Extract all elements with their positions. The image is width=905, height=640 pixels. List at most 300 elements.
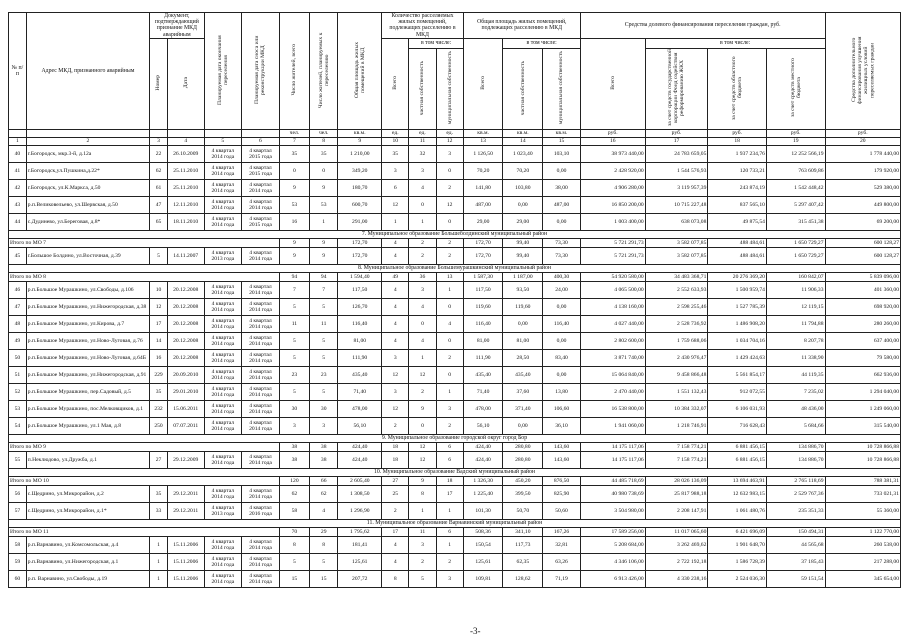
table-cell: 4 квартал 2015 года (242, 163, 280, 180)
table-cell: 229 (150, 367, 168, 384)
table-cell: 20.12.2008 (167, 299, 204, 316)
table-cell: 7 235,02 (766, 384, 825, 401)
table-cell: 4 квартал 2014 года (204, 282, 242, 299)
table-cell: 12 (436, 197, 463, 214)
section-row (9, 435, 901, 443)
section-title: 9. Муниципальное образование городской округ город Бор (9, 435, 901, 443)
unit-cell: кв.м. (338, 130, 382, 138)
table-cell: 59 (9, 554, 27, 571)
subtotal-cell: 14 175 117,06 (580, 443, 645, 452)
table-cell: 4 квартал 2014 года (204, 197, 242, 214)
table-cell: 9 (310, 248, 338, 265)
table-cell: 41 (9, 163, 27, 180)
table-cell: 2 529 767,36 (766, 486, 825, 503)
table-cell: 56 (9, 486, 27, 503)
table-cell: 8 207,78 (766, 333, 825, 350)
table-cell: 11 906,33 (766, 282, 825, 299)
table-cell: 2 (436, 350, 463, 367)
address-cell: р.п.Большое Мурашкино, ул.Ново-Луговая, д.76 (26, 333, 149, 350)
table-row (9, 486, 901, 503)
table-cell: 8 (382, 571, 409, 588)
unit-cell: ед. (436, 130, 463, 138)
address-cell: р.п. Варнавино, ул.Свободы, д.19 (26, 571, 149, 588)
table-cell: 912 072,55 (708, 384, 767, 401)
table-cell: 12 (382, 401, 409, 418)
subtotal-cell: 54 920 580,00 (580, 273, 645, 282)
table-cell: 15.11.2006 (167, 537, 204, 554)
table-cell: 15 064 840,00 (580, 367, 645, 384)
table-cell: 7 (310, 282, 338, 299)
table-cell: 487,00 (463, 197, 503, 214)
table-cell: 2 470 440,00 (580, 384, 645, 401)
table-cell: 4 квартал 2014 года (204, 367, 242, 384)
header-fund-federal: за счет средств государственной корпорации Фонд содействия реформированию ЖКХ (645, 48, 708, 129)
table-cell: 371,40 (503, 401, 543, 418)
unit-cell: чел. (310, 130, 338, 138)
table-cell: 1 (310, 214, 338, 231)
table-cell: 10 715 227,48 (645, 197, 708, 214)
address-cell: р.п.Большое Мурашкино, пер.Садовый, д.5 (26, 384, 149, 401)
table-cell: 4 (436, 316, 463, 333)
subtotal-cell: 94 (279, 273, 309, 282)
table-cell: 4 квартал 2013 года (204, 503, 242, 520)
subtotal-cell: 6 881 456,15 (708, 443, 767, 452)
subtotal-cell: 876,50 (543, 477, 581, 486)
table-cell: 1 (409, 503, 436, 520)
table-cell: 25 817 988,18 (645, 486, 708, 503)
table-cell: 0 (436, 299, 463, 316)
table-cell: 1 296,90 (338, 503, 382, 520)
table-cell: 126,70 (338, 299, 382, 316)
table-cell: 15.11.2006 (167, 571, 204, 588)
table-cell: 65 (150, 214, 168, 231)
table-cell: 4 квартал 2014 года (204, 180, 242, 197)
subtotal-cell: 150 494,31 (766, 528, 825, 537)
header-area-municipal: муниципальная собственность (543, 48, 581, 129)
subtotal-cell: 70 (279, 528, 309, 537)
table-cell: 4 квартал 2014 года (204, 384, 242, 401)
table-cell: 6 913 426,00 (580, 571, 645, 588)
subtotal-cell: 9 (279, 239, 309, 248)
header-plan-end: Планируемая дата окончания переселения (204, 13, 242, 130)
table-cell: 4 квартал 2014 года (204, 163, 242, 180)
address-cell: с.Щедрино, ул.Микрорайон, д.1* (26, 503, 149, 520)
table-cell: 59 151,54 (766, 571, 825, 588)
table-cell: 4 065 500,00 (580, 282, 645, 299)
table-row (9, 214, 901, 231)
subtotal-cell: 424,40 (338, 443, 382, 452)
table-cell: 1 (150, 571, 168, 588)
table-cell: 109,81 (463, 571, 503, 588)
table-cell: 4 027 440,00 (580, 316, 645, 333)
subtotal-cell: 1 587,30 (463, 273, 503, 282)
unit-cell: ед. (409, 130, 436, 138)
table-cell: 5 (279, 554, 309, 571)
subtotal-cell: 5 839 096,00 (825, 273, 900, 282)
subtotal-cell: 172,70 (338, 239, 382, 248)
table-cell: 117,73 (503, 537, 543, 554)
table-cell: 4 квартал 2014 года (242, 350, 280, 367)
subtotal-cell: 788 381,31 (825, 477, 900, 486)
table-cell: 35 (150, 384, 168, 401)
table-cell: 103,10 (543, 146, 581, 163)
table-cell: 637 400,00 (825, 333, 900, 350)
header-address: Адрес МКД, признанного аварийным (26, 13, 149, 130)
table-row (9, 299, 901, 316)
subtotal-cell: 400,30 (543, 273, 581, 282)
table-cell: 0 (436, 163, 463, 180)
table-cell: 37,60 (503, 384, 543, 401)
subtotal-cell: 38 (279, 443, 309, 452)
table-cell: 0,00 (503, 197, 543, 214)
table-cell: 9 (409, 401, 436, 418)
table-cell: 4 квартал 2014 года (242, 452, 280, 469)
table-cell: 172,70 (338, 248, 382, 265)
subtotal-cell: 10 728 866,88 (825, 443, 900, 452)
table-cell: 55 360,00 (825, 503, 900, 520)
subtotal-cell: 600 128,27 (825, 239, 900, 248)
table-cell: 435,40 (503, 367, 543, 384)
table-cell: 4 906 280,00 (580, 180, 645, 197)
subtotal-cell: 9 (310, 239, 338, 248)
table-cell: 33 (150, 503, 168, 520)
table-cell: 435,40 (463, 367, 503, 384)
subtotal-cell: 73,30 (543, 239, 581, 248)
table-cell: 14 175 117,06 (580, 452, 645, 469)
table-cell: 4 квартал 2014 года (242, 571, 280, 588)
subtotal-cell: 1 122 770,00 (825, 528, 900, 537)
table-cell: 4 квартал 2014 года (204, 571, 242, 588)
table-cell: 120 733,21 (708, 163, 767, 180)
table-cell: 25.11.2010 (167, 180, 204, 197)
table-cell: 4 (382, 282, 409, 299)
table-cell: 23 (310, 367, 338, 384)
table-cell: 36,10 (543, 418, 581, 435)
table-cell: 0,00 (543, 367, 581, 384)
table-cell: 46 (9, 282, 27, 299)
table-cell: 5 721 291,73 (580, 248, 645, 265)
table-cell: 38 (310, 452, 338, 469)
header-residents: Число жителей, всего (279, 13, 309, 130)
column-number-cell: 10 (382, 138, 409, 146)
address-cell: п.Неклюдово, ул.Дружба, д.1 (26, 452, 149, 469)
table-cell: 698 920,00 (825, 299, 900, 316)
resettlement-table (8, 12, 901, 588)
table-cell: 401 360,00 (825, 282, 900, 299)
table-cell: 4 квартал 2014 года (204, 316, 242, 333)
table-cell: 5 (310, 384, 338, 401)
table-cell: 0 (436, 367, 463, 384)
subtotal-cell: 2 605,40 (338, 477, 382, 486)
table-cell: 1 941 060,00 (580, 418, 645, 435)
header-area-all: Всего (463, 38, 503, 129)
table-cell: 0 (436, 333, 463, 350)
table-cell: 1 586 728,39 (708, 554, 767, 571)
table-cell: 1 544 576,93 (645, 163, 708, 180)
table-row (9, 537, 901, 554)
table-cell: 4 138 160,00 (580, 299, 645, 316)
subtotal-cell: 17 589 256,00 (580, 528, 645, 537)
table-cell: 4 346 106,00 (580, 554, 645, 571)
header-fund-incl: в том числе: (645, 38, 825, 48)
unit-cell: кв.м. (503, 130, 543, 138)
table-cell: 4 квартал 2014 года (242, 333, 280, 350)
subtotal-cell: 11 017 065,60 (645, 528, 708, 537)
table-cell: 103,80 (503, 180, 543, 197)
table-cell: 45 (9, 248, 27, 265)
table-cell: 1 023,40 (503, 146, 543, 163)
header-count-all: Всего (382, 38, 409, 129)
table-cell: 27 (150, 452, 168, 469)
table-cell: 2 802 600,00 (580, 333, 645, 350)
column-number-cell: 16 (580, 138, 645, 146)
table-cell: 53 (279, 197, 309, 214)
table-cell: 6 106 031,93 (708, 401, 767, 418)
table-cell: 14.11.2007 (167, 248, 204, 265)
unit-cell (26, 130, 149, 138)
header-residents-planned: Число жителей, планируемых к переселению (310, 13, 338, 130)
table-cell: 4 квартал 2014 года (242, 401, 280, 418)
table-cell: 529 380,00 (825, 180, 900, 197)
address-cell: с.Щедрино, ул.Микрорайон, д.2 (26, 486, 149, 503)
table-cell: 424,40 (463, 452, 503, 469)
table-cell: 4 квартал 2014 года (242, 282, 280, 299)
table-cell: 40 980 738,69 (580, 486, 645, 503)
subtotal-cell: 34 483 368,71 (645, 273, 708, 282)
column-number-cell: 14 (503, 138, 543, 146)
subtotal-cell: 13 (436, 273, 463, 282)
table-cell: 51 (9, 367, 27, 384)
table-cell: 4 квартал 2014 года (204, 333, 242, 350)
column-numbers-row (9, 138, 901, 146)
table-cell: 291,00 (338, 214, 382, 231)
table-cell: 83,40 (543, 350, 581, 367)
address-cell: р.п.Варнавино, ул.Нижегородская, д.1 (26, 554, 149, 571)
table-cell: 16 538 800,00 (580, 401, 645, 418)
subtotal-cell: 49 (382, 273, 409, 282)
subtotal-cell: 1 326,30 (463, 477, 503, 486)
table-cell: 70,20 (463, 163, 503, 180)
table-cell: 10 728 866,88 (825, 452, 900, 469)
unit-cell: кв.м. (463, 130, 503, 138)
column-number-cell: 5 (204, 138, 242, 146)
table-cell: 280,80 (503, 452, 543, 469)
unit-cell (204, 130, 242, 138)
subtotal-cell: 167,26 (543, 528, 581, 537)
table-cell: 3 (409, 282, 436, 299)
subtotal-cell: 120 (279, 477, 309, 486)
table-cell: 15 (310, 571, 338, 588)
subtotal-cell: 1 650 729,27 (766, 239, 825, 248)
table-cell: 0 (409, 197, 436, 214)
address-cell: р.п.Варнавино, ул.Комсомольская, д.4 (26, 537, 149, 554)
table-cell: 3 (382, 163, 409, 180)
table-cell: 81,00 (463, 333, 503, 350)
table-cell: 0,00 (543, 333, 581, 350)
table-cell: 11 (310, 316, 338, 333)
table-cell: 5 (310, 350, 338, 367)
table-cell: 4 квартал 2014 года (204, 350, 242, 367)
table-cell: 4 (409, 333, 436, 350)
table-cell: 5 (279, 299, 309, 316)
header-funding-group: Средства долевого финансирования переселения граждан, руб. (580, 13, 825, 39)
table-cell: 315 451,38 (766, 214, 825, 231)
unit-cell: ед. (382, 130, 409, 138)
table-cell: 2 (436, 248, 463, 265)
table-cell: 5 (279, 333, 309, 350)
table-cell: 4 квартал 2014 года (204, 452, 242, 469)
table-cell: 2 722 192,18 (645, 554, 708, 571)
table-cell: 106,60 (543, 401, 581, 418)
table-cell: 44 119,35 (766, 367, 825, 384)
table-cell: 1 429 424,63 (708, 350, 767, 367)
table-cell: 10 (150, 282, 168, 299)
table-cell: 3 (279, 418, 309, 435)
table-cell: 38,00 (543, 180, 581, 197)
header-fund-all: Всего (580, 38, 645, 129)
table-cell: 3 582 077,85 (645, 248, 708, 265)
table-cell: 2 208 147,91 (645, 503, 708, 520)
table-cell: 4 (382, 299, 409, 316)
table-cell: 4 квартал 2014 года (242, 418, 280, 435)
table-cell: 2 428 920,00 (580, 163, 645, 180)
table-cell: 53 (9, 401, 27, 418)
table-cell: 172,70 (463, 248, 503, 265)
table-cell: 2 524 036,30 (708, 571, 767, 588)
table-cell: 128,62 (503, 571, 543, 588)
table-row (9, 282, 901, 299)
subtotal-cell: 280,80 (503, 443, 543, 452)
table-cell: 1 (409, 214, 436, 231)
table-cell: 12 252 566,19 (766, 146, 825, 163)
table-cell: 1 759 688,06 (645, 333, 708, 350)
table-cell: 4 330 238,16 (645, 571, 708, 588)
address-cell: г.Богородск,ул.Пушкина,д.22* (26, 163, 149, 180)
table-cell: 662 936,00 (825, 367, 900, 384)
document-page (8, 12, 901, 588)
table-row (9, 401, 901, 418)
header-count-private: частная собственность (409, 48, 436, 129)
table-cell: 6 881 456,15 (708, 452, 767, 469)
table-cell: 29.12.2011 (167, 503, 204, 520)
table-cell: 4 квартал 2014 года (204, 401, 242, 418)
address-cell: р.п.Большое Мурашкино, ул.Кирова, д.7 (26, 316, 149, 333)
table-cell: 250 (150, 418, 168, 435)
table-cell: 73,30 (543, 248, 581, 265)
table-cell: 10 384 332,07 (645, 401, 708, 418)
table-cell: 62 (279, 486, 309, 503)
table-cell: 1 (436, 282, 463, 299)
table-cell: 1 (150, 537, 168, 554)
table-cell: 3 119 957,39 (645, 180, 708, 197)
table-cell: 17 (150, 316, 168, 333)
table-cell: 478,00 (463, 401, 503, 418)
table-cell: 42 (9, 180, 27, 197)
table-row (9, 248, 901, 265)
table-cell: 9 (310, 180, 338, 197)
table-cell: 24 783 659,05 (645, 146, 708, 163)
table-cell: 5 561 854,17 (708, 367, 767, 384)
column-number-cell: 6 (242, 138, 280, 146)
table-cell: 232 (150, 401, 168, 418)
table-cell: 07.07.2011 (167, 418, 204, 435)
table-cell: 29.01.2010 (167, 384, 204, 401)
section-row (9, 231, 901, 239)
subtotal-cell: 13 694 463,91 (708, 477, 767, 486)
table-cell: 47 (9, 299, 27, 316)
table-cell: 29.12.2009 (167, 452, 204, 469)
page-number: -3- (470, 626, 481, 636)
table-cell: 825,90 (543, 486, 581, 503)
table-cell: 8 (310, 537, 338, 554)
unit-cell (242, 130, 280, 138)
unit-cell: руб. (708, 130, 767, 138)
table-cell: 20.12.2008 (167, 316, 204, 333)
table-cell: 3 871 740,00 (580, 350, 645, 367)
table-cell: 134 886,70 (766, 452, 825, 469)
table-cell: 4 квартал 2016 года (242, 503, 280, 520)
table-cell: 25.11.2010 (167, 163, 204, 180)
unit-cell (9, 130, 27, 138)
table-cell: 37 185,43 (766, 554, 825, 571)
table-cell: 4 (382, 333, 409, 350)
table-cell: 20.12.2008 (167, 333, 204, 350)
table-cell: 56,10 (463, 418, 503, 435)
table-cell: 58 (279, 503, 309, 520)
table-cell: 1 551 132,43 (645, 384, 708, 401)
table-cell: 1 294 040,00 (825, 384, 900, 401)
subtotal-cell: 6 (436, 528, 463, 537)
table-cell: 63,26 (543, 554, 581, 571)
table-cell: 0,00 (543, 299, 581, 316)
table-cell: 3 (409, 537, 436, 554)
table-cell: 54 (9, 418, 27, 435)
subtotal-cell: 9 (409, 477, 436, 486)
column-number-cell: 3 (150, 138, 168, 146)
subtotal-label: Итого по МО 7 (9, 239, 280, 248)
table-cell: 1 937 234,76 (708, 146, 767, 163)
table-cell: 116,40 (543, 316, 581, 333)
table-cell: 4 квартал 2014 года (242, 486, 280, 503)
table-cell: 12.11.2010 (167, 197, 204, 214)
address-cell: р.п.Большое Мурашкино, ул.Свободы, д.106 (26, 282, 149, 299)
table-row (9, 418, 901, 435)
table-cell: 71,40 (338, 384, 382, 401)
subtotal-label: Итого по МО 10 (9, 477, 280, 486)
subtotal-cell: 1 795,62 (338, 528, 382, 537)
table-cell: 117,50 (463, 282, 503, 299)
table-cell: 62 (150, 163, 168, 180)
table-cell: 35 (310, 146, 338, 163)
address-cell: р.п.Большое Мурашкино, ул.1 Мая, д.8 (26, 418, 149, 435)
table-cell: 5 (409, 571, 436, 588)
header-doc-date: Дата (167, 38, 204, 129)
header-num: № п/п (9, 13, 27, 130)
table-cell: 1 003 400,00 (580, 214, 645, 231)
table-row (9, 163, 901, 180)
table-cell: 12 (409, 452, 436, 469)
address-cell: с.Дудинево, ул.Береговая, д.8* (26, 214, 149, 231)
table-cell: 9 (279, 248, 309, 265)
table-cell: 5 (279, 384, 309, 401)
table-cell: 1 (150, 554, 168, 571)
table-cell: 488 484,61 (708, 248, 767, 265)
section-title: 10. Муниципальное образование Вадский муниципальный район (9, 469, 901, 477)
subtotal-cell: 4 (382, 239, 409, 248)
table-cell: 28,50 (503, 350, 543, 367)
table-cell: 2 598 255,46 (645, 299, 708, 316)
table-cell: 29,00 (463, 214, 503, 231)
